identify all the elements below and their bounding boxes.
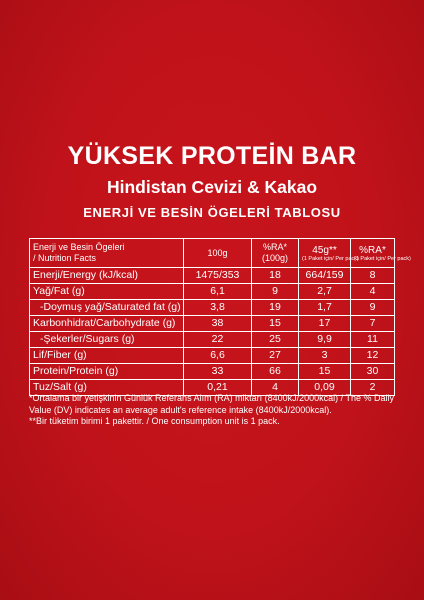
value-100g: 38 (184, 316, 252, 332)
value-100g: 22 (184, 332, 252, 348)
ra-100g: 15 (252, 316, 299, 332)
nutrient-name: Lif/Fiber (g) (30, 348, 184, 364)
ra-100g: 27 (252, 348, 299, 364)
nutrition-table (29, 238, 411, 396)
table-title: ENERJİ VE BESİN ÖGELERİ TABLOSU (83, 205, 341, 220)
ra-100g: 18 (252, 268, 299, 284)
ra-45g: 12 (351, 348, 395, 364)
ra-45g: 4 (351, 284, 395, 300)
table-row (30, 284, 395, 300)
header-ra-45g-cell (351, 239, 411, 268)
nutrient-name: Yağ/Fat (g) (30, 284, 184, 300)
nutrient-name: -Şekerler/Sugars (g) (30, 332, 184, 348)
table-row (30, 332, 395, 348)
value-45g: 664/159 (299, 268, 351, 284)
ra-45g: 7 (351, 316, 395, 332)
value-45g: 1,7 (299, 300, 351, 316)
ra-100g: 25 (252, 332, 299, 348)
table-header-row (30, 239, 395, 268)
table-row (30, 348, 395, 364)
product-title: YÜKSEK PROTEİN BAR (67, 142, 357, 170)
header-name-line2: / Nutrition Facts (33, 253, 97, 263)
value-45g: 9,9 (299, 332, 351, 348)
value-45g: 17 (299, 316, 351, 332)
nutrient-name: Karbonhidrat/Carbohydrate (g) (30, 316, 184, 332)
value-100g: 0,21 (184, 380, 252, 396)
value-45g: 0,09 (299, 380, 351, 396)
ra-100g: 9 (252, 284, 299, 300)
ra-45g: 30 (351, 364, 395, 380)
ra-100g: 19 (252, 300, 299, 316)
ra-45g: 8 (351, 268, 395, 284)
ra-45g: 11 (351, 332, 395, 348)
value-100g: 3,8 (184, 300, 252, 316)
nutrient-name: Tuz/Salt (g) (30, 380, 184, 396)
table-row (30, 316, 395, 332)
header-45g: 45g** (312, 244, 337, 256)
header-ra-100g-cell (252, 239, 299, 268)
nutrient-name: -Doymuş yağ/Saturated fat (g) (30, 300, 184, 316)
product-subtitle: Hindistan Cevizi & Kakao (106, 177, 318, 197)
header-ra-100g-line1: %RA* (262, 242, 287, 252)
value-100g: 6,1 (184, 284, 252, 300)
table-row (30, 300, 395, 316)
header-ra-100g-line2: (100g) (261, 253, 288, 263)
ra-45g: 9 (351, 300, 395, 316)
ra-100g: 4 (252, 380, 299, 396)
value-100g: 33 (184, 364, 252, 380)
table-row (30, 364, 395, 380)
footnotes (29, 393, 399, 428)
value-45g: 15 (299, 364, 351, 380)
value-100g: 1475/353 (184, 268, 252, 284)
footnote-reference-intake: *Ortalama bir yetişkinin Günlük Referans Alım (RA) miktarı (8400kJ/2000kcal) / The % Daily Value (DV) indicates an average adult's reference intake (8400kJ/2000kcal). (29, 393, 394, 415)
value-100g: 6,6 (184, 348, 252, 364)
header-45g-cell (299, 239, 359, 268)
ra-100g: 66 (252, 364, 299, 380)
header-45g-sub: (1 Paket için/ Per pack) (302, 255, 359, 262)
table-row (30, 268, 395, 284)
header-name-cell (30, 239, 184, 268)
header-ra-45g: %RA* (359, 244, 386, 256)
header-ra-45g-sub: (1 Paket için/ Per pack) (354, 255, 411, 262)
value-45g: 2,7 (299, 284, 351, 300)
header-name-line1: Enerji ve Besin Ögeleri (33, 242, 125, 252)
nutrient-name: Enerji/Energy (kJ/kcal) (30, 268, 184, 284)
nutrient-name: Protein/Protein (g) (30, 364, 184, 380)
value-45g: 3 (299, 348, 351, 364)
header-100g: 100g (184, 239, 252, 268)
ra-45g: 2 (351, 380, 395, 396)
footnote-consumption-unit: **Bir tüketim birimi 1 pakettir. / One consumption unit is 1 pack. (29, 416, 280, 426)
